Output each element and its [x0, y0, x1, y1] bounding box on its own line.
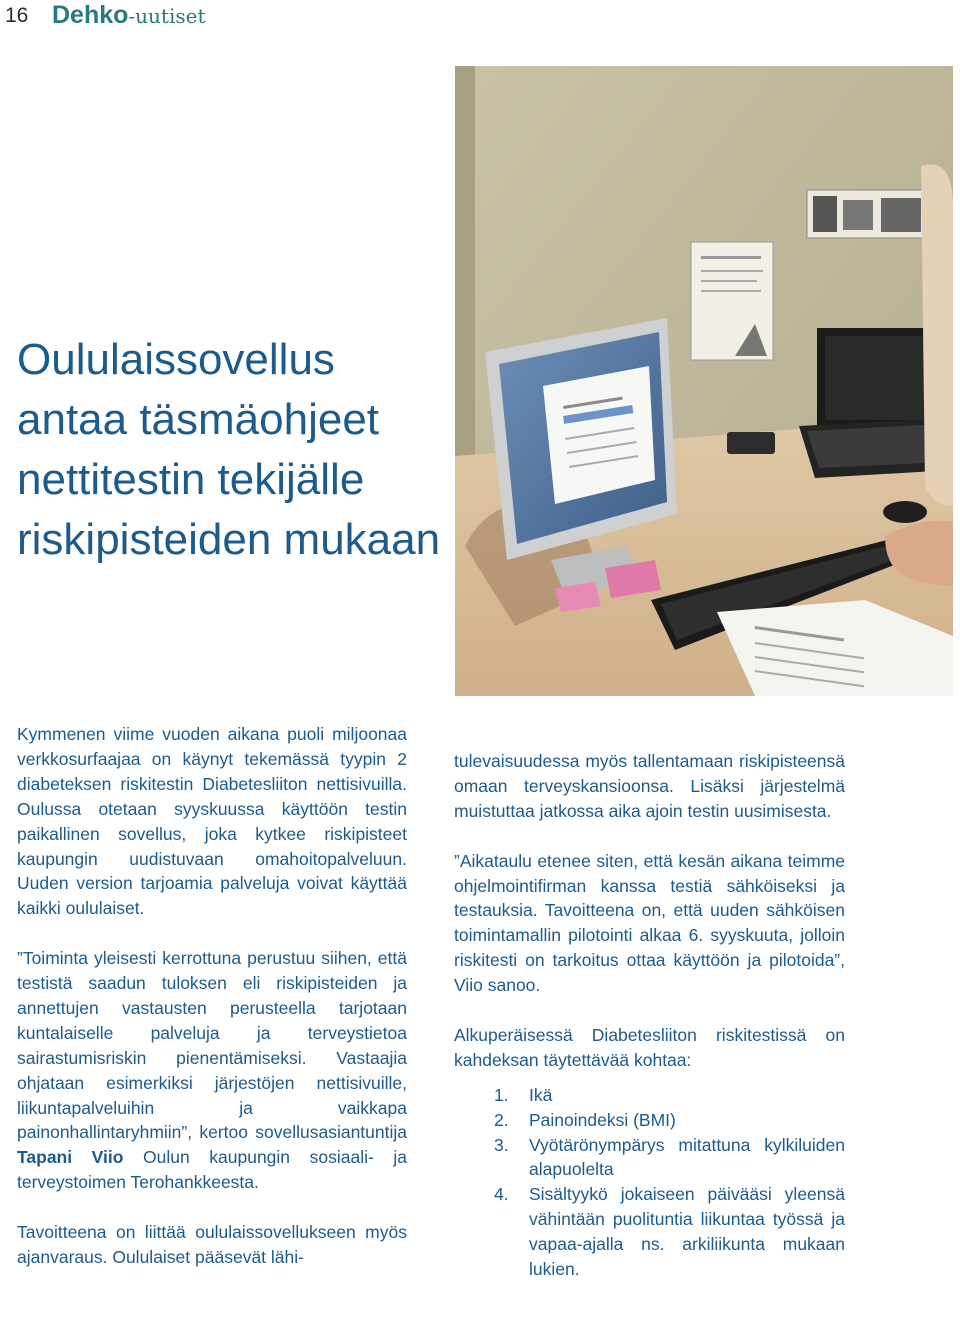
list-number: 3.: [494, 1134, 509, 1155]
body-paragraph: tulevaisuudessa myös tallentamaan riskipisteensä omaan terveyskansioonsa. Lisäksi järjestelmä muistuttaa jatkossa aika ajoin testin uusimisesta.: [454, 751, 845, 821]
list-item: [454, 1182, 845, 1282]
article-column-1: [17, 722, 407, 1270]
list-text: Painoindeksi (BMI): [529, 1109, 676, 1130]
list-number: 2.: [494, 1109, 509, 1130]
list-item: [454, 1108, 845, 1133]
list-item: [454, 1133, 845, 1183]
body-paragraph-quote: [17, 946, 407, 1195]
list-text: Ikä: [529, 1084, 553, 1105]
list-intro: Alkuperäisessä Diabetesliiton riskitestissä on kahdeksan täytettävää kohtaa:: [454, 1024, 845, 1070]
page-number: 16: [5, 4, 29, 27]
quote-text-start: ”Toiminta yleisesti kerrottuna perustuu siihen, että testistä saadun tuloksen eli riskipisteiden ja annettujen vastausten perusteella tarjotaan kuntalaiselle palveluja ja terveystietoa sairastumisriskin pienentämiseksi. Vastaajia ohjataan esimerkiksi järjestöjen nettisivuille, liikuntapalveluihin ja vaikkapa painonhallintaryhmiin”, kertoo sovellusasiantuntija: [17, 948, 407, 1143]
page-header: [0, 0, 960, 36]
person-name: Tapani Viio: [17, 1147, 124, 1168]
quote-text-end: Oulun kaupungin sosiaali- ja terveystoimen Terohankkeesta.: [17, 1147, 407, 1193]
office-computer-photo: [455, 66, 953, 696]
risk-test-items-list: [454, 1083, 845, 1282]
list-number: 1.: [494, 1084, 509, 1105]
lead-paragraph: Kymmenen viime vuoden aikana puoli miljoonaa verkkosurfaajaa on käynyt tekemässä tyypin 2 diabeteksen riskitestin Diabetesliiton nettisivuilla. Oulussa otetaan syyskuussa käyttöön testin paikallinen sovellus, joka kytkee riskipisteet kaupungin uudistuvaan omahoitopalveluun. Uuden version tarjoamia palveluja voivat käyttää kaikki oululaiset.: [17, 724, 407, 919]
article-photo: [455, 66, 953, 696]
article-column-2: [454, 749, 845, 1282]
list-text: Vyötärönympärys mitattuna kylkiluiden alapuolelta: [529, 1134, 845, 1180]
brand-rest: -uutiset: [128, 4, 206, 28]
article-headline: Oululaissovellus antaa täsmäohjeet nettitestin tekijälle riskipisteiden mukaan: [17, 335, 441, 564]
publication-logo: [52, 1, 206, 30]
body-paragraph: Tavoitteena on liittää oululaissovellukseen myös ajanvaraus. Oululaiset pääsevät lähi-: [17, 1222, 407, 1267]
list-item: [454, 1083, 845, 1108]
list-text: Sisältyykö jokaiseen päivääsi yleensä vähintään puolituntia liikuntaa työssä ja vapaa-ajalla ns. arkiliikunta mukaan lukien.: [529, 1184, 845, 1280]
body-paragraph-quote: ”Aikataulu etenee siten, että kesän aikana teimme ohjelmointifirman kanssa testiä sähköiseksi ja testauksia. Tavoitteena on, että uuden sähköisen toimintamallin pilotointi alkaa 6. syyskuuta, jolloin riskitesti on tarkoitus ottaa käyttöön ja pilotoida”, Viio sanoo.: [454, 850, 845, 996]
list-number: 4.: [494, 1184, 509, 1205]
brand-bold: Dehko: [52, 1, 129, 29]
